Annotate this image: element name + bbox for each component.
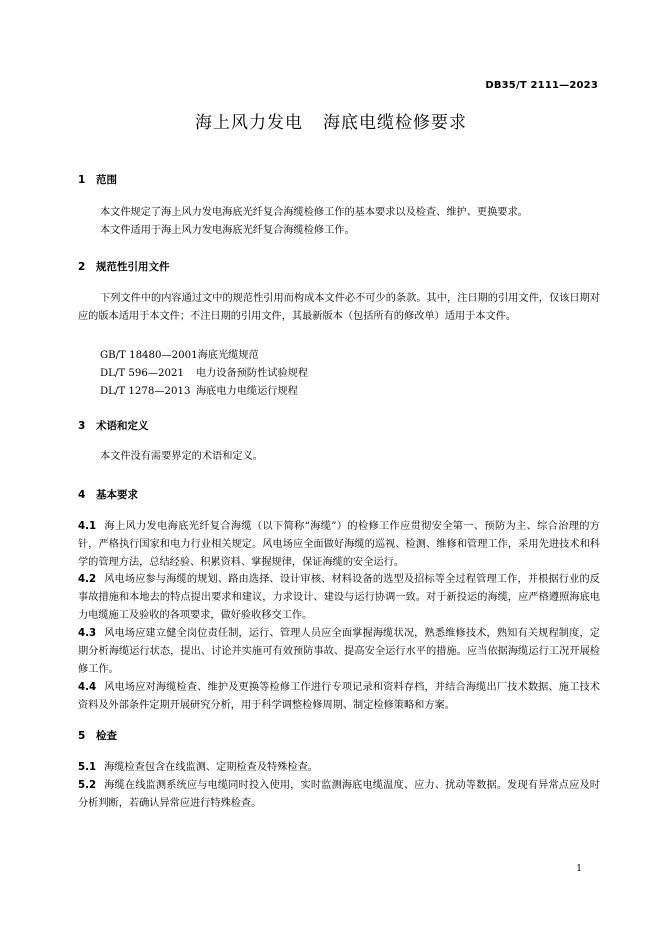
clause-number: 4.4 [78, 682, 97, 693]
document-title [0, 108, 662, 133]
section-title: 术语和定义 [96, 420, 149, 432]
reference-code: DL/T 596—2021 [100, 368, 184, 379]
title-part-1: 海上风力发电 [195, 113, 303, 133]
clause-5-2 [78, 777, 600, 813]
reference-item [100, 364, 308, 379]
section-title: 基本要求 [96, 489, 138, 501]
clause-5-1 [78, 759, 600, 777]
section-title: 范围 [96, 174, 117, 186]
reference-name: 海底光缆规范 [197, 350, 259, 361]
section-number: 4 [78, 489, 86, 501]
section-title: 规范性引用文件 [96, 261, 170, 273]
section-number: 2 [78, 261, 86, 273]
clause-4-3 [78, 625, 600, 679]
clause-text: 海缆在线监测系统应与电缆同时投入使用，实时监测海底电缆温度、应力、扰动等数据。发现有异常点应及时分析判断，若确认异常应进行特殊检查。 [78, 780, 600, 809]
reference-code: DL/T 1278—2013 [100, 386, 191, 397]
section-1-paragraph-2: 本文件适用于海上风力发电海底光纤复合海缆检修工作。 [100, 225, 355, 236]
reference-code: GB/T 18480—2001 [100, 350, 198, 361]
clause-number: 4.2 [78, 574, 97, 585]
clause-text: 风电场应参与海缆的规划、路由选择、设计审核、材料设备的选型及招标等全过程管理工作，并根据行业的反事故措施和本地去的特点提出要求和建议，力求设计、建设与运行协调一致。对于新投运的海缆，应严格遵照海底电力电缆施工及验收的各项要求，做好验收移交工作。 [78, 574, 600, 621]
clause-number: 5.1 [78, 762, 97, 773]
standard-number: DB35/T 2111—2023 [485, 80, 598, 91]
clause-text: 海缆检查包含在线监测、定期检查及特殊检查。 [104, 762, 318, 773]
section-3-heading [78, 418, 149, 433]
reference-name: 电力设备预防性试验规程 [196, 368, 309, 379]
reference-name: 海底电力电缆运行规程 [196, 386, 298, 397]
section-2-heading [78, 259, 170, 274]
section-3-paragraph: 本文件没有需要界定的术语和定义。 [100, 451, 263, 462]
reference-item [100, 346, 259, 361]
section-1-paragraph-1: 本文件规定了海上风力发电海底光纤复合海缆检修工作的基本要求以及检查、维护、更换要求。 [100, 207, 528, 218]
clause-number: 4.3 [78, 628, 97, 639]
section-number: 3 [78, 420, 86, 432]
clause-4-2 [78, 571, 600, 625]
section-number: 5 [78, 730, 86, 742]
section-1-heading [78, 172, 117, 187]
section-number: 1 [78, 174, 86, 186]
section-title: 检查 [96, 730, 117, 742]
clause-text: 风电场应建立健全岗位责任制，运行、管理人员应全面掌握海缆状况，熟悉维修技术，熟知有关规程制度，定期分析海缆运行状态，提出、讨论并实施可有效预防事故、提高安全运行水平的措施。应当依据海缆运行工况开展检修工作。 [78, 628, 600, 675]
clause-text: 海上风力发电海底光纤复合海缆（以下简称“海缆”）的检修工作应贯彻安全第一、预防为主、综合治理的方针，严格执行国家和电力行业相关规定。风电场应全面做好海缆的巡视、检测、维修和管理工作，采用先进技术和科学的管理方法，总结经验、积累资料、掌握规律，保证海缆的安全运行。 [78, 521, 600, 568]
clause-number: 5.2 [78, 780, 97, 791]
section-4-heading [78, 487, 138, 502]
section-2-intro: 下列文件中的内容通过文中的规范性引用而构成本文件必不可少的条款。其中，注日期的引用文件，仅该日期对应的版本适用于本文件；不注日期的引用文件，其最新版本（包括所有的修改单）适用于本文件。 [78, 293, 600, 322]
page-number: 1 [576, 864, 582, 874]
clause-text: 风电场应对海缆检查、维护及更换等检修工作进行专项记录和资料存档，并结合海缆出厂技术数据、施工技术资料及外部条件定期开展研究分析，用于科学调整检修周期、制定检修策略和方案。 [78, 682, 600, 711]
clause-4-1 [78, 518, 600, 572]
section-5-heading [78, 728, 117, 743]
clause-4-4 [78, 679, 600, 715]
clause-number: 4.1 [78, 521, 97, 532]
reference-item [100, 382, 298, 397]
title-part-2: 海底电缆检修要求 [323, 113, 467, 133]
